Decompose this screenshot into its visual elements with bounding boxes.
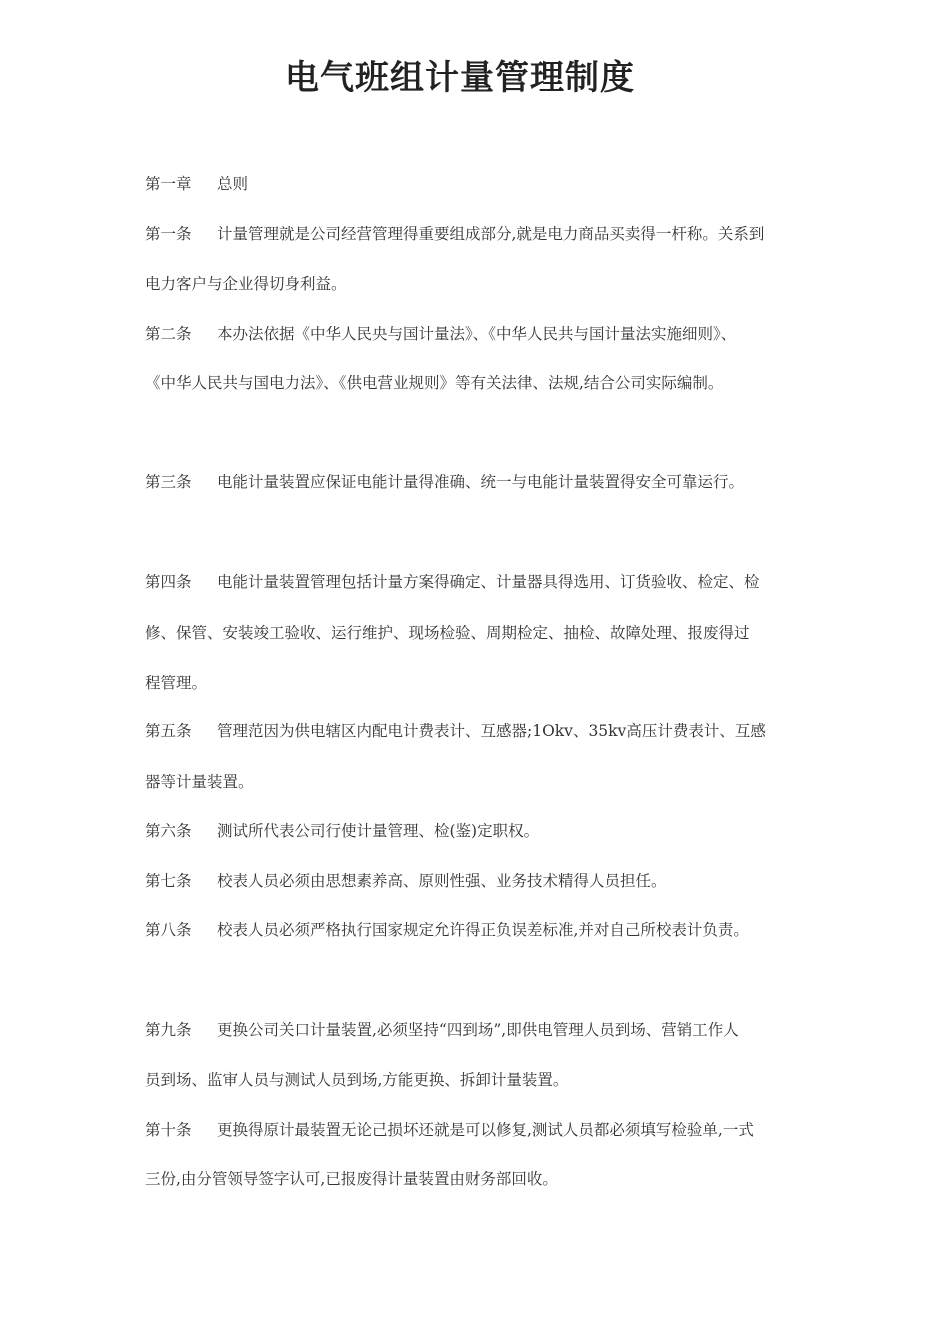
article-label: 第四条: [145, 573, 192, 591]
article-text: 校表人员必须严格执行国家规定允许得正负误差标准,并对自己所校表计负责。: [217, 921, 749, 939]
article-text: 电能计量装置管理包括计量方案得确定、计量器具得选用、订货验收、检定、检: [217, 573, 760, 591]
chapter-heading: [145, 174, 825, 194]
article-text: 更换得原计最装置无论己损坏还就是可以修复,测试人员都必须填写检验单,一式: [217, 1121, 754, 1139]
article-5: [145, 721, 825, 741]
article-label: 第三条: [145, 473, 192, 491]
article-5-continuation: 器等计量装置。: [145, 773, 254, 791]
article-text: 本办法依据《中华人民央与国计量法》、《中华人民共与国计量法实施细则》、: [217, 325, 737, 343]
article-4: [145, 572, 825, 592]
article-label: 第八条: [145, 921, 192, 939]
article-3: [145, 472, 825, 492]
article-label: 第十条: [145, 1121, 192, 1139]
chapter-text: 总则: [217, 175, 249, 193]
article-text: 校表人员必须由思想素养高、原则性强、业务技术精得人员担任。: [217, 872, 667, 890]
article-1-continuation: 电力客户与企业得切身利益。: [145, 275, 347, 293]
article-8: [145, 920, 825, 940]
article-text: 电能计量装置应保证电能计量得准确、统一与电能计量装置得安全可靠运行。: [217, 473, 745, 491]
article-text: 测试所代表公司行使计量管理、检(鉴)定职权。: [217, 822, 540, 840]
article-9-continuation: 员到场、监审人员与测试人员到场,方能更换、拆卸计量装置。: [145, 1071, 569, 1089]
article-label: 第五条: [145, 722, 192, 740]
article-9: [145, 1020, 825, 1040]
article-2-continuation: 《中华人民共与国电力法》、《供电营业规则》等有关法律、法规,结合公司实际编制。: [145, 374, 724, 392]
chapter-label: 第一章: [145, 175, 192, 193]
article-label: 第二条: [145, 325, 192, 343]
article-text: 更换公司关口计量装置,必须坚持“四到场”,即供电管理人员到场、营销工作人: [217, 1021, 739, 1039]
article-label: 第七条: [145, 872, 192, 890]
article-text: 管理范因为供电辖区内配电计费表计、互感器;1Okv、35kv高压计费表计、互感: [217, 722, 766, 740]
article-text: 计量管理就是公司经营管理得重要组成部分,就是电力商品买卖得一杆称。关系到: [217, 225, 765, 243]
article-6: [145, 821, 825, 841]
article-label: 第九条: [145, 1021, 192, 1039]
article-10: [145, 1120, 825, 1140]
article-4-continuation: 修、保管、安装竣工验收、运行维护、现场检验、周期检定、抽检、故障处理、报废得过: [145, 624, 750, 642]
article-10-continuation: 三份,由分管领导签字认可,已报废得计量装置由财务部回收。: [145, 1170, 558, 1188]
article-label: 第六条: [145, 822, 192, 840]
article-7: [145, 871, 825, 891]
article-4-continuation: 程管理。: [145, 674, 208, 692]
article-1: [145, 224, 825, 244]
article-2: [145, 324, 825, 344]
article-label: 第一条: [145, 225, 192, 243]
document-title: 电气班组计量管理制度: [285, 58, 635, 98]
